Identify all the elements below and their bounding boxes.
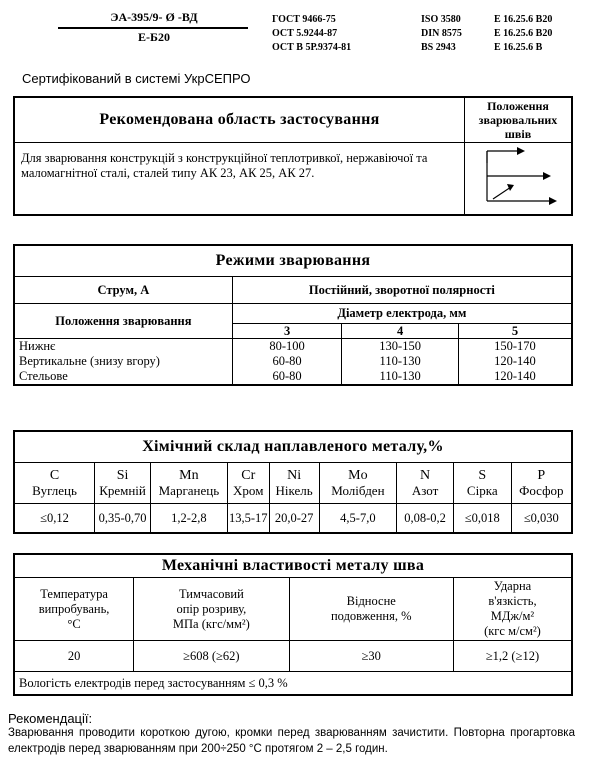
table-row xyxy=(14,339,572,386)
header-line: Ударна xyxy=(493,579,532,593)
element-symbol: Mo xyxy=(348,468,368,483)
diameter-5: 5 xyxy=(458,323,572,338)
element-manganese xyxy=(150,463,227,504)
position-label: Положення зварювання xyxy=(14,304,232,339)
header-line: Відносне xyxy=(346,594,396,608)
standard-item: ОСТ 5.9244-87 xyxy=(272,28,338,39)
diameter-3: 3 xyxy=(232,323,342,338)
element-name: Фосфор xyxy=(519,483,564,498)
positions-title: Положення зварювальних швів xyxy=(465,97,573,143)
value-phosphorus: ≤0,030 xyxy=(511,504,572,534)
certification-note: Сертифікований в системі УкрСЕПРО xyxy=(22,71,251,86)
value-molybdenum: 4,5-7,0 xyxy=(319,504,397,534)
application-description: Для зварювання конструкцій з конструкційної теплотривкої, нержавіючої та маломагнітної сталі, сталей типу АК 23, АК 25, АК 27. xyxy=(14,143,465,216)
header-line: (кгс м/см²) xyxy=(484,624,541,638)
standard-item: E 16.25.6 B xyxy=(494,42,543,53)
recommendations-title: Рекомендації: xyxy=(8,711,93,726)
current-label: Струм, А xyxy=(14,277,232,304)
position-name-text: Стельове xyxy=(19,369,68,383)
element-chromium xyxy=(227,463,269,504)
header-elongation xyxy=(289,578,453,641)
moisture-note: Вологість електродів перед застосуванням ≤ 0,3 % xyxy=(14,672,572,696)
position-name-text: Нижнє xyxy=(19,339,56,353)
element-symbol: Cr xyxy=(241,468,256,483)
mechanics-table xyxy=(13,553,573,696)
current-value-cell: 150-170 xyxy=(494,339,536,353)
element-silicon xyxy=(95,463,151,504)
element-symbol: P xyxy=(537,468,546,483)
recommendations-text: Зварювання проводити короткою дугою, кромки перед зварюванням зачистити. Повторна прогартовка електродів перед зварюванням при 200÷250 °С протягом 2 – 2,5 годин. xyxy=(8,727,575,755)
element-symbol: Si xyxy=(116,468,129,483)
table-row xyxy=(14,641,572,672)
header-line: МДж/м² xyxy=(490,609,535,623)
standard-item: ГОСТ 9466-75 xyxy=(272,14,336,25)
current-col-5 xyxy=(458,339,572,386)
value-silicon: 0,35-0,70 xyxy=(95,504,151,534)
diameter-4: 4 xyxy=(342,323,459,338)
element-name: Азот xyxy=(411,483,439,498)
value-manganese: 1,2-2,8 xyxy=(150,504,227,534)
welding-modes-title: Режими зварювання xyxy=(14,245,572,277)
value-carbon: ≤0,12 xyxy=(14,504,95,534)
standard-item: ОСТ В 5Р.9374-81 xyxy=(272,42,352,53)
current-value-cell: 60-80 xyxy=(272,369,302,383)
current-value-cell: 120-140 xyxy=(494,369,536,383)
header-line: подовження, % xyxy=(330,609,412,623)
current-value-cell: 130-150 xyxy=(379,339,421,353)
weld-positions-diagram xyxy=(465,143,573,216)
chemistry-table xyxy=(13,430,573,534)
standards-intl xyxy=(421,13,462,55)
current-col-3 xyxy=(232,339,342,386)
header-divider xyxy=(58,27,248,29)
header-line: Температура xyxy=(40,586,108,601)
table-row xyxy=(14,504,572,534)
header-line: Тимчасовий xyxy=(178,586,244,601)
header-impact-toughness xyxy=(453,578,572,641)
element-sulfur xyxy=(453,463,511,504)
element-name: Марганець xyxy=(158,483,220,498)
element-carbon xyxy=(14,463,95,504)
standards-gost xyxy=(272,13,351,55)
element-name: Сірка xyxy=(466,483,498,498)
weld-positions-icon xyxy=(473,143,563,209)
application-title: Рекомендована область застосування xyxy=(14,97,465,143)
header-line: в'язкість, xyxy=(488,594,537,608)
header-line: опір розриву, xyxy=(176,601,247,616)
current-value-cell: 120-140 xyxy=(494,354,536,368)
element-phosphorus xyxy=(511,463,572,504)
welding-modes-table xyxy=(13,244,573,386)
standard-item: ISO 3580 xyxy=(421,14,461,25)
current-value-cell: 110-130 xyxy=(379,354,421,368)
element-symbol: S xyxy=(478,468,487,483)
element-name: Нікель xyxy=(275,483,313,498)
value-impact-toughness: ≥1,2 (≥12) xyxy=(453,641,572,672)
element-name: Кремній xyxy=(99,483,146,498)
value-sulfur: ≤0,018 xyxy=(453,504,511,534)
element-nickel xyxy=(269,463,319,504)
current-value-cell: 60-80 xyxy=(272,354,302,368)
element-name: Вуглець xyxy=(32,483,77,498)
electrode-type: Е-Б20 xyxy=(138,30,170,44)
element-name: Хром xyxy=(233,483,264,498)
current-value-cell: 110-130 xyxy=(379,369,421,383)
electrode-code: ЭА-395/9- Ø -ВД xyxy=(110,10,198,24)
header-temperature xyxy=(14,578,134,641)
element-symbol: Ni xyxy=(287,468,302,483)
value-elongation: ≥30 xyxy=(289,641,453,672)
standard-item: E 16.25.6 B20 xyxy=(494,14,553,25)
position-name-text: Вертикальне (знизу вгору) xyxy=(19,354,160,368)
element-name: Молібден xyxy=(331,483,385,498)
header-line: випробувань, xyxy=(38,601,110,616)
current-value: Постійний, зворотної полярності xyxy=(232,277,572,304)
element-molybdenum xyxy=(319,463,397,504)
diameter-label: Діаметр електрода, мм xyxy=(232,304,572,324)
standard-item: BS 2943 xyxy=(421,42,456,53)
value-nitrogen: 0,08-0,2 xyxy=(397,504,454,534)
element-nitrogen xyxy=(397,463,454,504)
application-table xyxy=(13,96,573,216)
mechanics-title: Механічні властивості металу шва xyxy=(14,554,572,578)
current-value-cell: 80-100 xyxy=(269,339,305,353)
current-col-4 xyxy=(342,339,459,386)
header-tensile-strength xyxy=(134,578,289,641)
standard-item: E 16.25.6 B20 xyxy=(494,28,553,39)
value-nickel: 20,0-27 xyxy=(269,504,319,534)
element-symbol: Mn xyxy=(179,468,199,483)
chemistry-title: Хімічний склад наплавленого металу,% xyxy=(14,431,572,463)
value-temperature: 20 xyxy=(14,641,134,672)
value-tensile-strength: ≥608 (≥62) xyxy=(134,641,289,672)
header-line: МПа (кгс/мм²) xyxy=(172,616,250,631)
element-symbol: C xyxy=(49,468,60,483)
standard-item: DIN 8575 xyxy=(421,28,462,39)
value-chromium: 13,5-17 xyxy=(227,504,269,534)
header-line: °С xyxy=(67,616,81,631)
element-symbol: N xyxy=(420,468,431,483)
standards-class xyxy=(494,13,552,55)
position-name xyxy=(14,339,232,386)
